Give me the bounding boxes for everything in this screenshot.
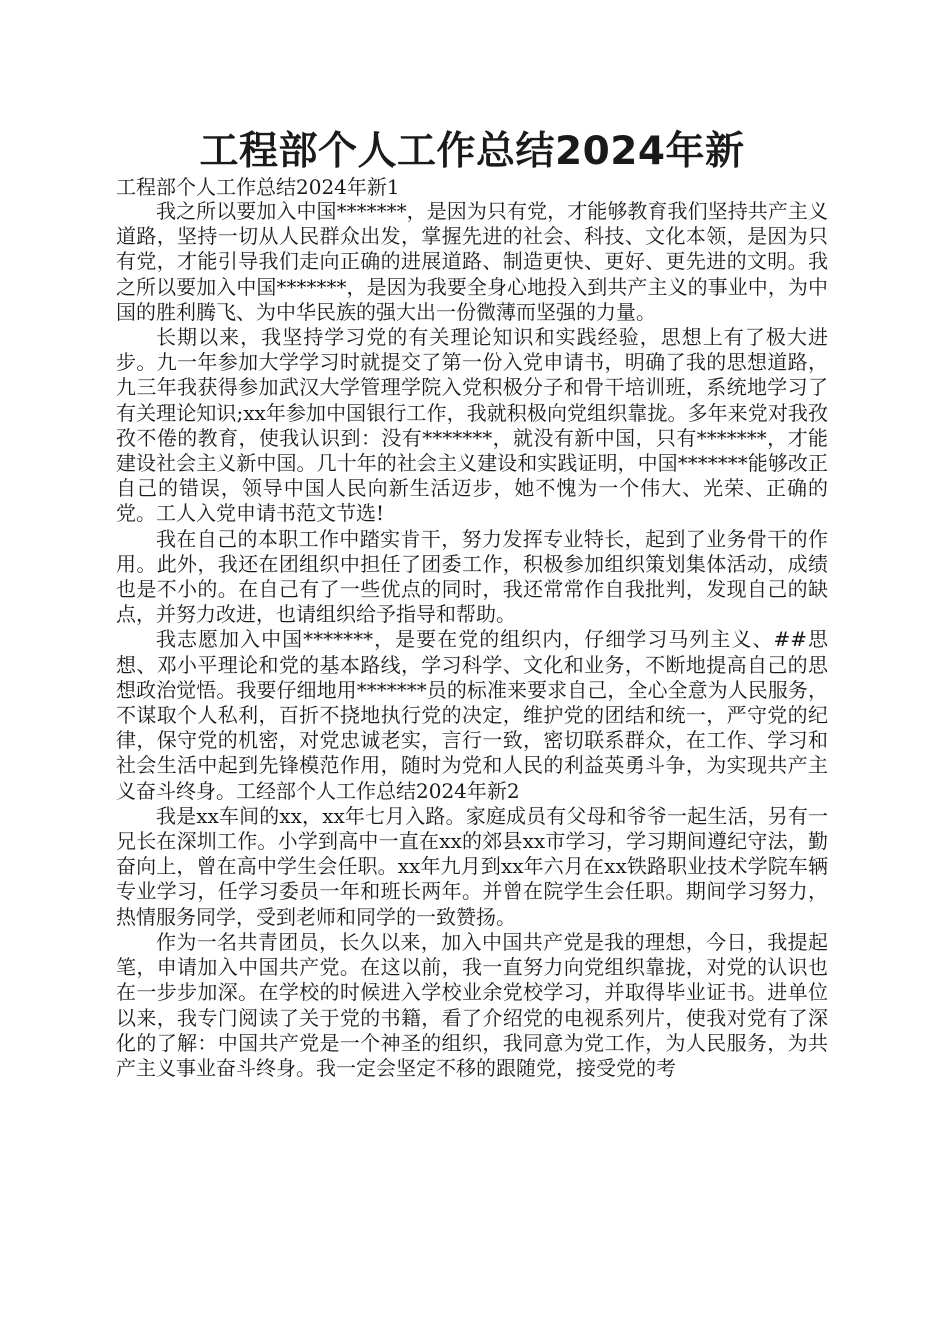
paragraph-5: 我是xx车间的xx，xx年七月入路。家庭成员有父母和爷爷一起生活，另有一兄长在深圳工作。小学到高中一直在xx的郊县xx市学习，学习期间遵纪守法，勤奋向上，曾在高中学生会任职。xx年九月到xx年六月在xx铁路职业技术学院车辆专业学习，任学习委员一年和班长两年。并曾在院学生会任职。期间学习努力，热情服务同学，受到老师和同学的一致赞扬。 [116,803,828,929]
document-subtitle: 工程部个人工作总结2024年新1 [116,175,400,199]
document-title: 工程部个人工作总结2024年新 [199,129,745,174]
document-page [116,128,828,1081]
paragraph-1: 我之所以要加入中国*******，是因为只有党，才能够教育我们坚持共产主义道路，坚持一切从人民群众出发，掌握先进的社会、科技、文化本领，是因为只有党，才能引导我们走向正确的进展道路、制造更快、更好、更先进的文明。我之所以要加入中国*******，是因为我要全身心地投入到共产主义的事业中，为中国的胜利腾飞、为中华民族的强大出一份微薄而坚强的力量。 [116,199,828,324]
paragraph-2: 长期以来，我坚持学习党的有关理论知识和实践经验，思想上有了极大进步。九一年参加大学学习时就提交了第一份入党申请书，明确了我的思想道路，九三年我获得参加武汉大学管理学院入党积极分子和骨干培训班，系统地学习了有关理论知识;xx年参加中国银行工作，我就积极向党组织靠拢。多年来党对我孜孜不倦的教育，使我认识到：没有*******，就没有新中国，只有*******，才能建设社会主义新中国。几十年的社会主义建设和实践证明，中国*******能够改正自己的错误，领导中国人民向新生活迈步，她不愧为一个伟大、光荣、正确的党。工人入党申请书范文节选! [116,325,828,526]
paragraph-6: 作为一名共青团员，长久以来，加入中国共产党是我的理想，今日，我提起笔，申请加入中国共产党。在这以前，我一直努力向党组织靠拢，对党的认识也在一步步加深。在学校的时候进入学校业余党校学习，并取得毕业证书。进单位以来，我专门阅读了关于党的书籍，看了介绍党的电视系列片，使我对党有了深化的了解：中国共产党是一个神圣的组织，我同意为党工作，为人民服务，为共产主义事业奋斗终身。我一定会坚定不移的跟随党，接受党的考 [116,929,828,1080]
paragraph-3: 我在自己的本职工作中踏实肯干，努力发挥专业特长，起到了业务骨干的作用。此外，我还在团组织中担任了团委工作，积极参加组织策划集体活动，成绩也是不小的。在自己有了一些优点的同时，我还常常作自我批判，发现自己的缺点，并努力改进，也请组织给予指导和帮助。 [116,526,828,627]
paragraph-4: 我志愿加入中国*******，是要在党的组织内，仔细学习马列主义、##思想、邓小平理论和党的基本路线，学习科学、文化和业务，不断地提高自己的思想政治觉悟。我要仔细地用*******员的标准来要求自己，全心全意为人民服务，不谋取个人私利，百折不挠地执行党的决定，维护党的团结和统一，严守党的纪律，保守党的机密，对党忠诚老实，言行一致，密切联系群众，在工作、学习和社会生活中起到先锋模范作用，随时为党和人民的利益英勇斗争，为实现共产主义奋斗终身。工经部个人工作总结2024年新2 [116,627,828,803]
